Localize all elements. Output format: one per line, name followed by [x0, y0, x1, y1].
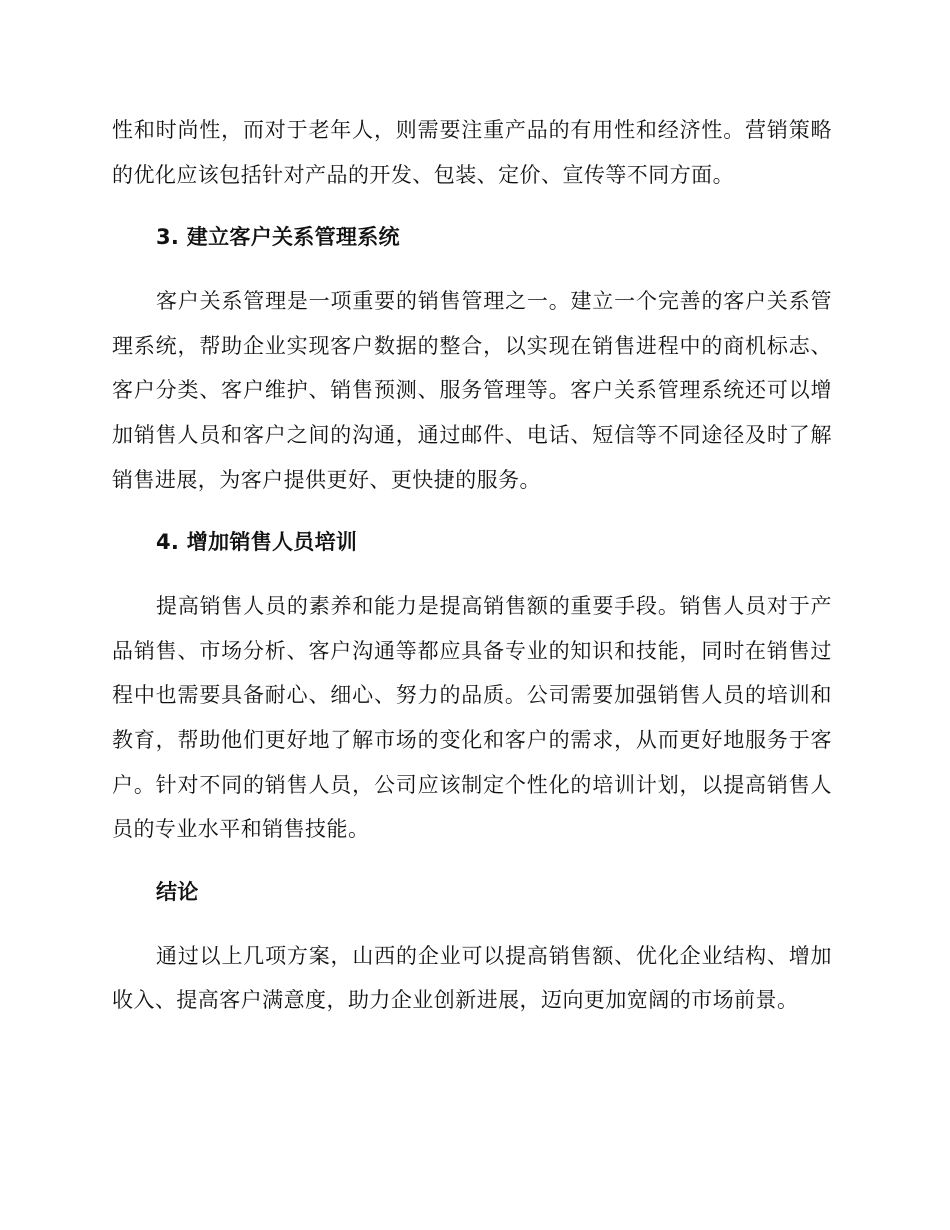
conclusion-paragraph: 通过以上几项方案，山西的企业可以提高销售额、优化企业结构、增加收入、提高客户满意度，助力企业创新进展，迈向更加宽阔的市场前景。	[112, 943, 832, 1013]
section-3-heading: 3. 建立客户关系管理系统	[156, 225, 400, 250]
intro-paragraph-continued: 性和时尚性，而对于老年人，则需要注重产品的有用性和经济性。营销策略的优化应该包括针对产品的开发、包装、定价、宣传等不同方面。	[112, 118, 832, 187]
section-4-heading: 4. 增加销售人员培训	[156, 530, 358, 555]
conclusion-heading: 结论	[156, 879, 199, 904]
document-page	[112, 108, 832, 1023]
section-4-paragraph: 提高销售人员的素养和能力是提高销售额的重要手段。销售人员对于产品销售、市场分析、客户沟通等都应具备专业的知识和技能，同时在销售过程中也需要具备耐心、细心、努力的品质。公司需要加强销售人员的培训和教育，帮助他们更好地了解市场的变化和客户的需求，从而更好地服务于客户。针对不同的销售人员，公司应该制定个性化的培训计划，以提高销售人员的专业水平和销售技能。	[112, 594, 832, 842]
section-3-paragraph: 客户关系管理是一项重要的销售管理之一。建立一个完善的客户关系管理系统，帮助企业实现客户数据的整合，以实现在销售进程中的商机标志、客户分类、客户维护、销售预测、服务管理等。客户关系管理系统还可以增加销售人员和客户之间的沟通，通过邮件、电话、短信等不同途径及时了解销售进展，为客户提供更好、更快捷的服务。	[112, 289, 832, 492]
